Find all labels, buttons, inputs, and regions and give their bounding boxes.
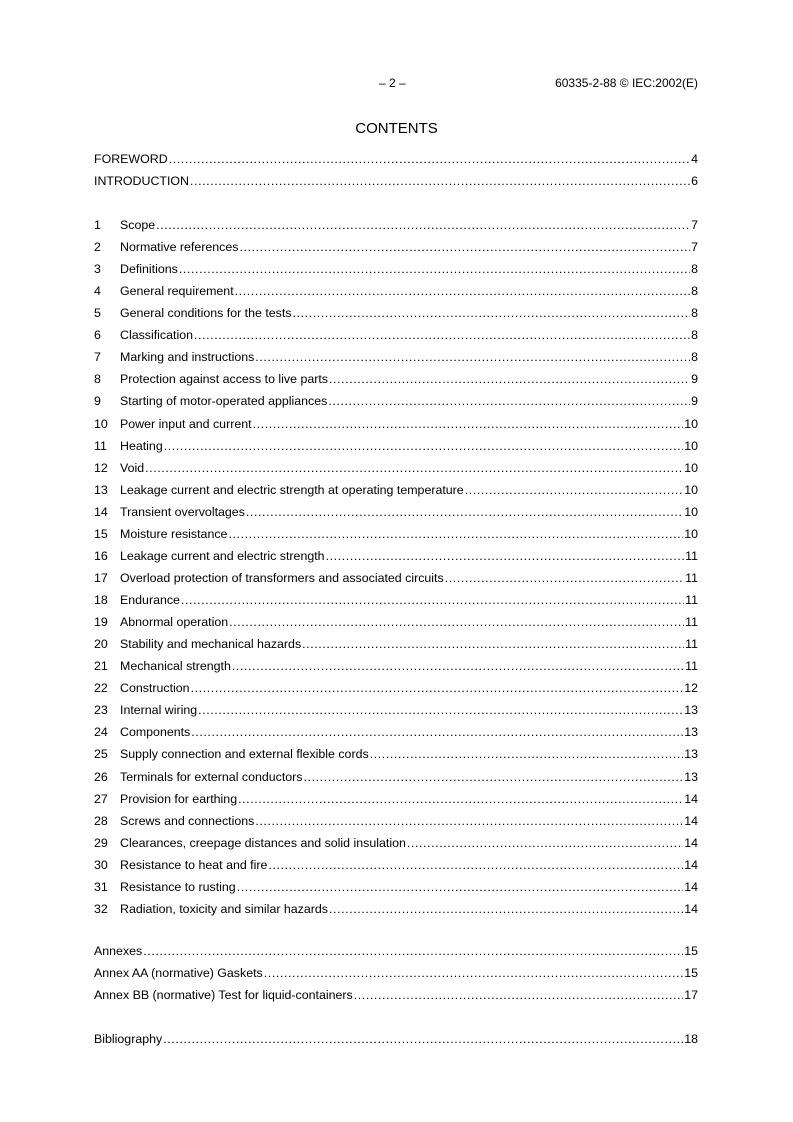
entry-title: Bibliography xyxy=(94,1032,163,1046)
clause-number: 1 xyxy=(94,218,101,232)
dot-leader xyxy=(164,437,683,455)
toc-entry[interactable] xyxy=(94,282,698,300)
entry-title: Annex BB (normative) Test for liquid-containers xyxy=(94,988,353,1002)
toc-entry[interactable] xyxy=(94,834,698,852)
toc-entry[interactable] xyxy=(94,964,698,982)
page-ref: 15 xyxy=(684,944,698,958)
toc-entry[interactable] xyxy=(94,745,698,763)
toc-entry[interactable] xyxy=(94,986,698,1004)
dot-leader xyxy=(246,503,683,521)
entry-title: Stability and mechanical hazards xyxy=(120,637,302,652)
entry-title: Normative references xyxy=(120,240,239,255)
dot-leader xyxy=(326,547,685,565)
clause-number: 26 xyxy=(94,769,108,784)
page-ref: 14 xyxy=(684,901,698,916)
entry-title: Resistance to rusting xyxy=(120,879,236,894)
dot-leader xyxy=(370,745,684,763)
page-ref: 8 xyxy=(691,306,698,321)
clause-number: 3 xyxy=(94,262,101,277)
entry-title: Screws and connections xyxy=(120,813,255,828)
clause-number: 20 xyxy=(94,637,108,652)
entry-title: Internal wiring xyxy=(120,703,198,718)
dot-leader xyxy=(255,348,690,366)
toc-entry[interactable] xyxy=(94,481,698,499)
clause-number: 32 xyxy=(94,901,108,916)
entry-title: Mechanical strength xyxy=(120,659,231,674)
page-ref: 8 xyxy=(691,350,698,365)
toc-entry[interactable] xyxy=(94,392,698,410)
entry-title: Resistance to heat and fire xyxy=(120,857,268,872)
page-ref: 14 xyxy=(684,813,698,828)
dot-leader xyxy=(238,790,683,808)
clause-number: 17 xyxy=(94,570,108,585)
clause-number: 12 xyxy=(94,460,108,475)
clause-number: 18 xyxy=(94,593,108,608)
toc-entry[interactable] xyxy=(94,459,698,477)
clause-number: 29 xyxy=(94,835,108,850)
clause-number: 28 xyxy=(94,813,108,828)
entry-title: Construction xyxy=(120,681,190,696)
page-ref: 8 xyxy=(691,328,698,343)
entry-title: Starting of motor-operated appliances xyxy=(120,394,328,409)
dot-leader xyxy=(329,370,690,388)
page-ref: 13 xyxy=(684,703,698,718)
clause-number: 9 xyxy=(94,394,101,409)
page-ref: 10 xyxy=(684,460,698,475)
page-ref: 13 xyxy=(684,725,698,740)
clause-number: 19 xyxy=(94,615,108,630)
page-ref: 6 xyxy=(691,174,698,188)
dot-leader xyxy=(179,260,690,278)
dot-leader xyxy=(198,701,683,719)
toc-entry[interactable] xyxy=(94,150,698,168)
entry-title: Leakage current and electric strength at operating temperature xyxy=(120,482,464,497)
clause-number: 4 xyxy=(94,284,101,299)
dot-leader xyxy=(229,613,684,631)
entry-title: Provision for earthing xyxy=(120,791,238,806)
dot-leader xyxy=(329,900,683,918)
clause-number: 13 xyxy=(94,482,108,497)
toc-entry[interactable] xyxy=(94,503,698,521)
clause-number: 10 xyxy=(94,416,108,431)
toc-entry[interactable] xyxy=(94,768,698,786)
entry-title: Transient overvoltages xyxy=(120,504,245,519)
dot-leader xyxy=(191,723,683,741)
toc-entry[interactable] xyxy=(94,1030,698,1048)
toc-entry[interactable] xyxy=(94,348,698,366)
dot-leader xyxy=(190,172,690,190)
dot-leader xyxy=(445,569,684,587)
page-ref: 10 xyxy=(684,504,698,519)
toc-entry[interactable] xyxy=(94,260,698,278)
dot-leader xyxy=(235,282,690,300)
contents-title: CONTENTS xyxy=(355,120,438,137)
entry-title: Terminals for external conductors xyxy=(120,769,303,784)
toc-entry[interactable] xyxy=(94,525,698,543)
entry-title: Protection against access to live parts xyxy=(120,372,328,387)
entry-title: Annexes xyxy=(94,944,143,958)
entry-title: General requirement xyxy=(120,284,234,299)
dot-leader xyxy=(156,216,690,234)
clause-number: 23 xyxy=(94,703,108,718)
entry-title: Endurance xyxy=(120,593,180,608)
dot-leader xyxy=(264,964,683,982)
toc-entry[interactable] xyxy=(94,790,698,808)
toc-entry[interactable] xyxy=(94,437,698,455)
page-ref: 11 xyxy=(685,659,698,674)
toc-entry[interactable] xyxy=(94,569,698,587)
page-ref: 9 xyxy=(691,372,698,387)
entry-title: INTRODUCTION xyxy=(94,174,189,188)
toc-entry[interactable] xyxy=(94,216,698,234)
page-header xyxy=(0,76,793,94)
page-ref: 11 xyxy=(685,570,698,585)
toc-entry[interactable] xyxy=(94,900,698,918)
entry-title: Heating xyxy=(120,438,163,453)
page-ref: 14 xyxy=(684,879,698,894)
page-ref: 10 xyxy=(684,482,698,497)
clause-number: 11 xyxy=(94,438,107,453)
dot-leader xyxy=(302,635,684,653)
dot-leader xyxy=(239,238,690,256)
page-number: – 2 – xyxy=(379,76,406,90)
dot-leader xyxy=(268,856,683,874)
toc-entry[interactable] xyxy=(94,856,698,874)
toc-entry[interactable] xyxy=(94,415,698,433)
entry-title: Definitions xyxy=(120,262,178,277)
entry-title: Overload protection of transformers and associated circuits xyxy=(120,570,444,585)
clause-number: 15 xyxy=(94,526,108,541)
clause-number: 25 xyxy=(94,747,108,762)
clause-number: 6 xyxy=(94,328,101,343)
entry-title: Supply connection and external flexible cords xyxy=(120,747,369,762)
entry-title: General conditions for the tests xyxy=(120,306,292,321)
clause-number: 5 xyxy=(94,306,101,321)
entry-title: Classification xyxy=(120,328,193,343)
toc-entry[interactable] xyxy=(94,591,698,609)
dot-leader xyxy=(237,878,684,896)
toc-entry[interactable] xyxy=(94,613,698,631)
toc-entry[interactable] xyxy=(94,942,698,960)
page-ref: 10 xyxy=(684,526,698,541)
dot-leader xyxy=(194,326,690,344)
entry-title: Abnormal operation xyxy=(120,615,229,630)
dot-leader xyxy=(169,150,690,168)
page-ref: 14 xyxy=(684,835,698,850)
entry-title: Radiation, toxicity and similar hazards xyxy=(120,901,328,916)
document-id: 60335-2-88 © IEC:2002(E) xyxy=(555,76,698,90)
clause-number: 31 xyxy=(94,879,108,894)
entry-title: Moisture resistance xyxy=(120,526,228,541)
dot-leader xyxy=(253,415,684,433)
toc-entry[interactable] xyxy=(94,878,698,896)
page-ref: 4 xyxy=(691,152,698,166)
entry-title: Components xyxy=(120,725,191,740)
toc-entry[interactable] xyxy=(94,547,698,565)
toc-entry[interactable] xyxy=(94,172,698,190)
dot-leader xyxy=(145,459,683,477)
toc-entry[interactable] xyxy=(94,812,698,830)
page-ref: 11 xyxy=(685,593,698,608)
page-ref: 10 xyxy=(684,416,698,431)
page-ref: 8 xyxy=(691,262,698,277)
toc-entry[interactable] xyxy=(94,657,698,675)
dot-leader xyxy=(304,768,684,786)
clause-number: 16 xyxy=(94,548,108,563)
page-ref: 10 xyxy=(684,438,698,453)
entry-title: Power input and current xyxy=(120,416,252,431)
entry-title: Scope xyxy=(120,218,156,232)
page-ref: 11 xyxy=(685,637,698,652)
dot-leader xyxy=(465,481,684,499)
page-ref: 13 xyxy=(684,769,698,784)
page-ref: 13 xyxy=(684,747,698,762)
dot-leader xyxy=(232,657,684,675)
toc-entry[interactable] xyxy=(94,370,698,388)
clause-number: 21 xyxy=(94,659,108,674)
dot-leader xyxy=(407,834,683,852)
entry-title: FOREWORD xyxy=(94,152,168,166)
clause-number: 24 xyxy=(94,725,108,740)
page-ref: 15 xyxy=(684,966,698,980)
page-ref: 14 xyxy=(684,791,698,806)
toc-entry[interactable] xyxy=(94,701,698,719)
entry-title: Leakage current and electric strength xyxy=(120,548,325,563)
toc-entry[interactable] xyxy=(94,723,698,741)
page-ref: 17 xyxy=(684,988,698,1002)
dot-leader xyxy=(143,942,683,960)
toc-entry[interactable] xyxy=(94,635,698,653)
page-ref: 18 xyxy=(684,1032,698,1046)
page-ref: 12 xyxy=(684,681,698,696)
toc-entry[interactable] xyxy=(94,679,698,697)
dot-leader xyxy=(181,591,684,609)
entry-title: Marking and instructions xyxy=(120,350,255,365)
dot-leader xyxy=(163,1030,683,1048)
dot-leader xyxy=(328,392,690,410)
clause-number: 8 xyxy=(94,372,101,387)
dot-leader xyxy=(354,986,683,1004)
page-ref: 9 xyxy=(691,394,698,409)
entry-title: Clearances, creepage distances and solid insulation xyxy=(120,835,406,850)
entry-title: Void xyxy=(120,460,145,475)
toc-entry[interactable] xyxy=(94,238,698,256)
clause-number: 7 xyxy=(94,350,101,365)
page-ref: 7 xyxy=(691,240,698,255)
page-ref: 11 xyxy=(685,548,698,563)
page-ref: 11 xyxy=(685,615,698,630)
dot-leader xyxy=(191,679,684,697)
dot-leader xyxy=(228,525,683,543)
dot-leader xyxy=(293,304,691,322)
dot-leader xyxy=(255,812,683,830)
clause-number: 30 xyxy=(94,857,108,872)
clause-number: 2 xyxy=(94,240,101,255)
entry-title: Annex AA (normative) Gaskets xyxy=(94,966,263,980)
clause-number: 27 xyxy=(94,791,108,806)
toc-entry[interactable] xyxy=(94,304,698,322)
clause-number: 22 xyxy=(94,681,108,696)
toc-entry[interactable] xyxy=(94,326,698,344)
page-ref: 14 xyxy=(684,857,698,872)
page-ref: 7 xyxy=(691,218,698,232)
clause-number: 14 xyxy=(94,504,108,519)
page-ref: 8 xyxy=(691,284,698,299)
